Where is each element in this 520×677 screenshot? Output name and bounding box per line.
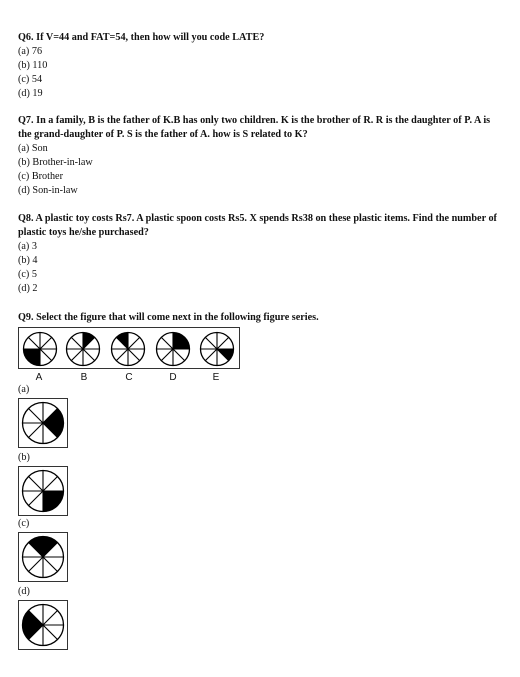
shaded-sector	[29, 537, 43, 558]
shaded-sector	[23, 611, 44, 625]
question-6-option-d: (d) 19	[18, 88, 43, 99]
series-letters	[0, 372, 260, 386]
question-9-text: Q9. Select the figure that will come next in the following figure series.	[18, 312, 319, 323]
series-figure-c	[110, 331, 146, 367]
figure-option-c-label: (c)	[18, 518, 30, 529]
figure-option-b	[18, 466, 68, 516]
question-6-option-b: (b) 110	[18, 60, 48, 71]
series-letter-b: B	[80, 372, 88, 383]
figure-option-a-wheel	[21, 401, 65, 445]
question-7-option-b: (b) Brother-in-law	[18, 157, 93, 168]
question-8-text: Q8. A plastic toy costs Rs7. A plastic spoon costs Rs5. X spends Rs38 on these plastic items. Find the number of plastic toys he/she purchased?	[18, 213, 497, 238]
shaded-sector	[43, 409, 64, 423]
question-7-option-c: (c) Brother	[18, 171, 63, 182]
series-figure-b	[65, 331, 101, 367]
series-figure-e	[199, 331, 235, 367]
question-7	[18, 114, 502, 198]
figure-option-b-label: (b)	[18, 452, 30, 463]
series-letter-d: D	[169, 372, 177, 383]
figure-option-b-wheel	[21, 469, 65, 513]
figure-option-a-label: (a)	[18, 384, 30, 395]
question-6-option-a: (a) 76	[18, 46, 43, 57]
shaded-sector	[43, 537, 57, 558]
question-6-option-c: (c) 54	[18, 74, 43, 85]
figure-option-c-wheel	[21, 535, 65, 579]
figure-option-d-label: (d)	[18, 586, 30, 597]
figure-option-d	[18, 600, 68, 650]
question-8-option-d: (d) 2	[18, 283, 38, 294]
question-8	[18, 212, 502, 296]
question-7-text: Q7. In a family, B is the father of K.B has only two children. K is the brother of R. R is the daughter of P. A is the grand-daughter of P. S is the father of A. how is S related to K?	[18, 115, 491, 140]
question-7-option-a: (a) Son	[18, 143, 48, 154]
question-8-option-c: (c) 5	[18, 269, 37, 280]
question-7-option-d: (d) Son-in-law	[18, 185, 78, 196]
shaded-sector	[23, 625, 44, 639]
figure-option-d-wheel	[21, 603, 65, 647]
question-8-option-a: (a) 3	[18, 241, 37, 252]
series-figure-d	[155, 331, 191, 367]
question-6	[18, 31, 502, 101]
series-letter-e: E	[212, 372, 220, 383]
question-6-text: Q6. If V=44 and FAT=54, then how will you code LATE?	[18, 32, 265, 43]
question-9	[18, 311, 502, 325]
series-figure-a	[22, 331, 58, 367]
figure-option-a	[18, 398, 68, 448]
shaded-sector	[43, 423, 64, 437]
figure-series	[18, 327, 240, 369]
question-8-option-b: (b) 4	[18, 255, 38, 266]
figure-option-c	[18, 532, 68, 582]
series-letter-a: A	[35, 372, 43, 383]
series-letter-c: C	[125, 372, 133, 383]
